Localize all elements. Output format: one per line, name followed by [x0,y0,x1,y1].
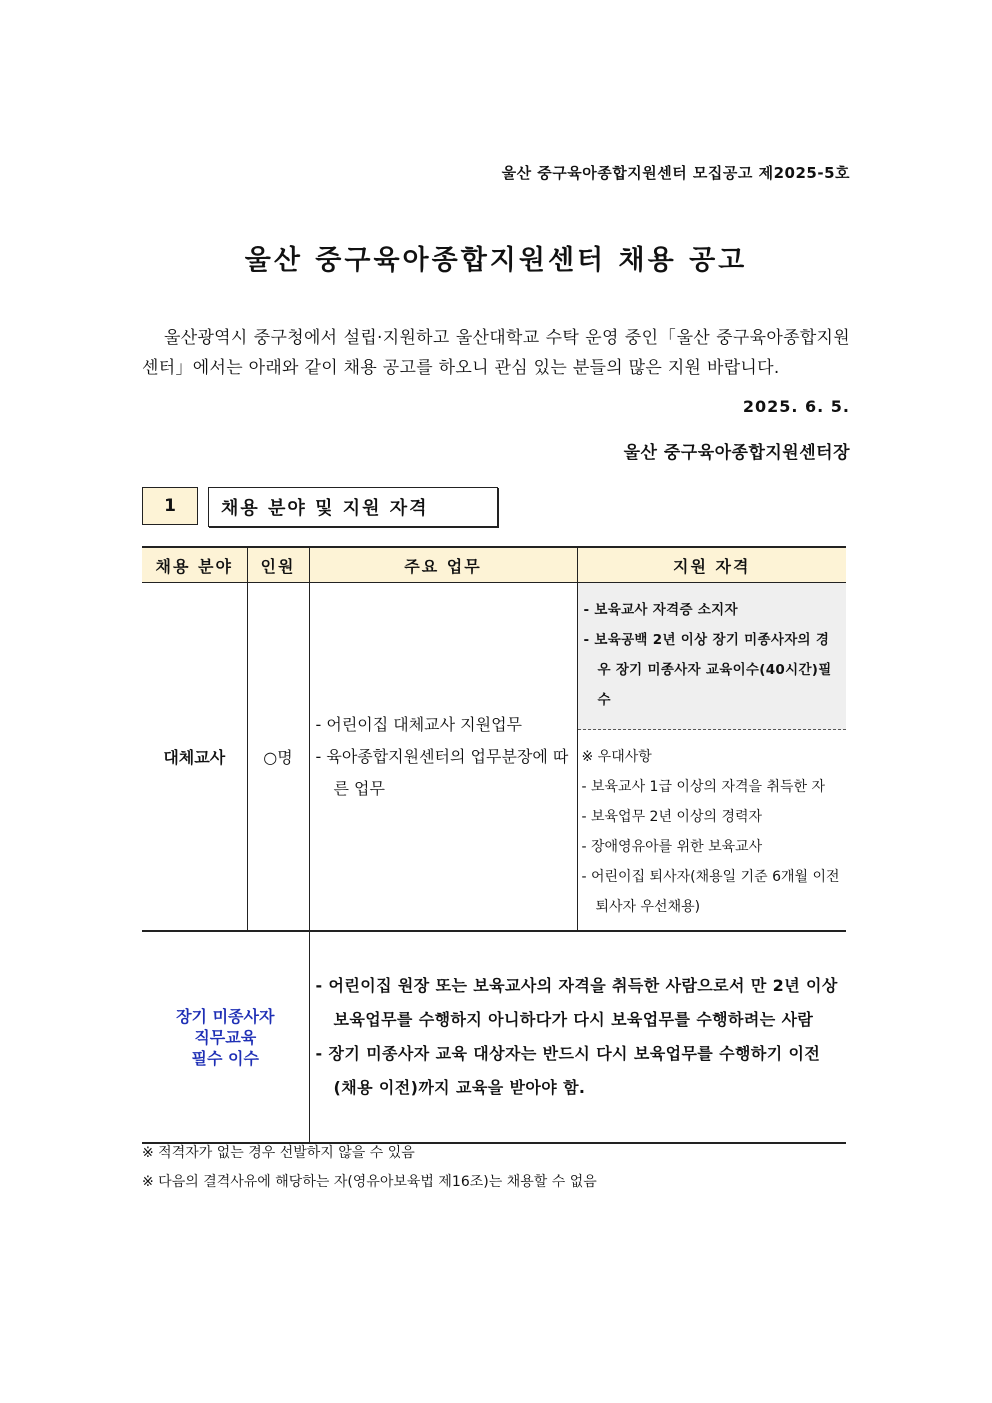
training-label-line: 장기 미종사자 [176,1006,275,1026]
page-title: 울산 중구육아종합지원센터 채용 공고 [244,245,748,276]
header-qualifications: 지원 자격 [577,547,846,583]
requirement-item: - 장기 미종사자 교육 대상자는 반드시 다시 보육업무를 수행하기 이전(채용 이전)까지 교육을 받아야 함. [315,1044,821,1097]
preference-item: - 보육교사 1급 이상의 자격을 취득한 자 [581,779,826,795]
intro-text: 울산광역시 중구청에서 설립·지원하고 울산대학교 수탁 운영 중인「울산 중구육아종합지원센터」에서는 아래와 같이 채용 공고를 하오니 관심 있는 분들의 많은 지원 바랍니다. [142,328,850,378]
table-row [142,931,846,1143]
table-header-row [142,547,846,583]
preferences [578,730,847,930]
preference-item: - 어린이집 퇴사자(채용일 기준 6개월 이전 퇴사자 우선채용) [581,869,840,915]
qualification-item: - 보육교사 자격증 소지자 [583,602,738,618]
qualifications-cell [577,583,846,932]
header-duties: 주요 업무 [309,547,577,583]
note-item: ※ 적격자가 없는 경우 선발하지 않을 수 있음 [142,1145,415,1161]
note-item: ※ 다음의 결격사유에 해당하는 자(영유아보육법 제16조)는 채용할 수 없음 [142,1174,597,1190]
recruitment-table [142,546,846,1144]
qualification-item: - 보육공백 2년 이상 장기 미종사자의 경우 장기 미종사자 교육이수(40시간)필수 [583,632,832,708]
table-row [142,583,846,932]
section-number: 1 [142,487,198,525]
intro-paragraph [142,323,850,383]
required-qualifications [578,583,847,730]
duties-cell [309,583,577,932]
preference-title: ※ 우대사항 [581,749,652,765]
notes [142,1139,597,1197]
preference-item: - 보육업무 2년 이상의 경력자 [581,809,763,825]
section-title: 채용 분야 및 지원 자격 [208,487,498,527]
training-label-line: 필수 이수 [191,1048,259,1068]
notice-signer: 울산 중구육아종합지원센터장 [623,443,850,463]
header-count: 인원 [247,547,309,583]
count-cell: ○명 [247,583,309,932]
notice-date: 2025. 6. 5. [742,397,850,416]
requirement-item: - 어린이집 원장 또는 보육교사의 자격을 취득한 사람으로서 만 2년 이상 보육업무를 수행하지 아니하다가 다시 보육업무를 수행하려는 사람 [315,976,838,1029]
notice-number: 울산 중구육아종합지원센터 모집공고 제2025-5호 [501,164,850,182]
training-label-line: 직무교육 [194,1027,257,1047]
duty-item: - 육아종합지원센터의 업무분장에 따른 업무 [315,746,569,798]
field-cell: 대체교사 [142,583,247,932]
preference-item: - 장애영유아를 위한 보육교사 [581,839,763,855]
header-field: 채용 분야 [142,547,247,583]
training-requirements-cell [309,931,846,1143]
duty-item: - 어린이집 대체교사 지원업무 [315,714,523,734]
training-label-cell [142,931,309,1143]
